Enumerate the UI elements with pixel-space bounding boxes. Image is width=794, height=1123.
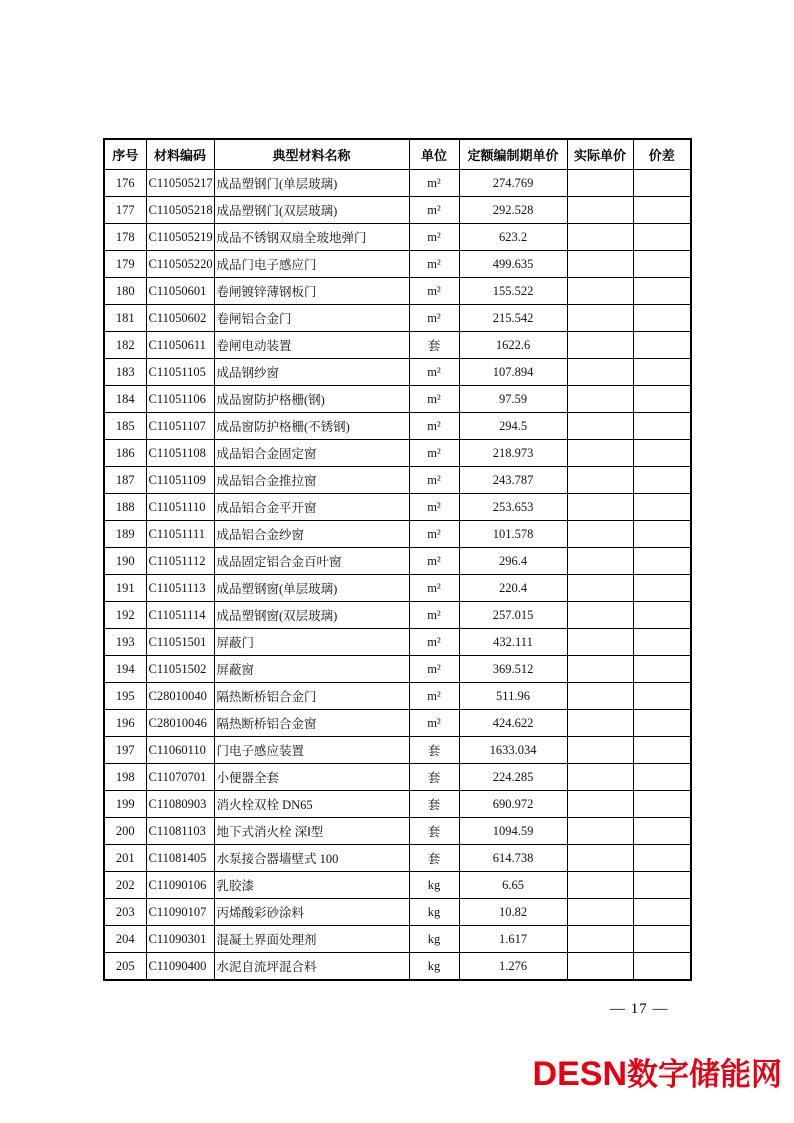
price-diff-cell [633,305,691,332]
price-diff-cell [633,953,691,981]
table-row [104,602,691,629]
unit-cell: kg [409,926,459,953]
price-diff-cell [633,413,691,440]
material-code-cell: C28010040 [146,683,214,710]
material-name-cell: 屏蔽窗 [214,656,409,683]
unit-cell: m² [409,602,459,629]
quota-price-cell: 294.5 [459,413,567,440]
column-header-quota-price: 定额编制期单价 [459,139,567,170]
quota-price-cell: 107.894 [459,359,567,386]
material-name-cell: 成品铝合金纱窗 [214,521,409,548]
material-name-cell: 成品窗防护格栅(不锈钢) [214,413,409,440]
table-row [104,494,691,521]
material-name-cell: 门电子感应装置 [214,737,409,764]
unit-cell: m² [409,629,459,656]
material-code-cell: C110505219 [146,224,214,251]
table-row [104,467,691,494]
unit-cell: m² [409,710,459,737]
actual-price-cell [567,494,633,521]
watermark-desn-text: DESN [532,1055,627,1093]
table-row [104,440,691,467]
actual-price-cell [567,548,633,575]
unit-cell: kg [409,953,459,981]
price-diff-cell [633,737,691,764]
price-diff-cell [633,359,691,386]
unit-cell: 套 [409,764,459,791]
unit-cell: m² [409,305,459,332]
table-row [104,764,691,791]
row-number-cell: 179 [104,251,146,278]
unit-cell: m² [409,683,459,710]
material-code-cell: C11051502 [146,656,214,683]
price-diff-cell [633,332,691,359]
quota-price-cell: 424.622 [459,710,567,737]
price-diff-cell [633,251,691,278]
material-code-cell: C110505220 [146,251,214,278]
price-diff-cell [633,764,691,791]
quota-price-cell: 292.528 [459,197,567,224]
material-code-cell: C11060110 [146,737,214,764]
quota-price-cell: 224.285 [459,764,567,791]
actual-price-cell [567,305,633,332]
actual-price-cell [567,899,633,926]
quota-price-cell: 369.512 [459,656,567,683]
material-name-cell: 成品铝合金推拉窗 [214,467,409,494]
material-name-cell: 成品不锈钢双扇全玻地弹门 [214,224,409,251]
table-row [104,791,691,818]
unit-cell: kg [409,872,459,899]
quota-price-cell: 1633.034 [459,737,567,764]
table-row [104,332,691,359]
unit-cell: m² [409,170,459,197]
price-diff-cell [633,170,691,197]
price-diff-cell [633,386,691,413]
material-name-cell: 成品塑钢窗(单层玻璃) [214,575,409,602]
price-diff-cell [633,791,691,818]
material-name-cell: 成品门电子感应门 [214,251,409,278]
unit-cell: m² [409,575,459,602]
material-name-cell: 成品钢纱窗 [214,359,409,386]
material-code-cell: C11051501 [146,629,214,656]
table-row [104,413,691,440]
row-number-cell: 200 [104,818,146,845]
material-code-cell: C11050601 [146,278,214,305]
unit-cell: m² [409,359,459,386]
column-header-unit: 单位 [409,139,459,170]
price-diff-cell [633,872,691,899]
material-code-cell: C11081405 [146,845,214,872]
quota-price-cell: 1094.59 [459,818,567,845]
quota-price-cell: 253.653 [459,494,567,521]
price-diff-cell [633,629,691,656]
material-table-body [104,170,691,981]
row-number-cell: 197 [104,737,146,764]
quota-price-cell: 499.635 [459,251,567,278]
material-name-cell: 丙烯酸彩砂涂料 [214,899,409,926]
column-header-row-number: 序号 [104,139,146,170]
table-row [104,899,691,926]
actual-price-cell [567,656,633,683]
row-number-cell: 193 [104,629,146,656]
actual-price-cell [567,521,633,548]
column-header-material-code: 材料编码 [146,139,214,170]
row-number-cell: 205 [104,953,146,981]
quota-price-cell: 296.4 [459,548,567,575]
material-code-cell: C11090301 [146,926,214,953]
unit-cell: m² [409,251,459,278]
price-diff-cell [633,845,691,872]
material-name-cell: 水泥自流坪混合料 [214,953,409,981]
material-code-cell: C11050602 [146,305,214,332]
price-diff-cell [633,224,691,251]
row-number-cell: 187 [104,467,146,494]
quota-price-cell: 257.015 [459,602,567,629]
price-diff-cell [633,656,691,683]
unit-cell: 套 [409,791,459,818]
unit-cell: m² [409,224,459,251]
material-code-cell: C11080903 [146,791,214,818]
material-name-cell: 隔热断桥铝合金门 [214,683,409,710]
unit-cell: m² [409,521,459,548]
unit-cell: m² [409,467,459,494]
material-code-cell: C11051108 [146,440,214,467]
actual-price-cell [567,440,633,467]
price-diff-cell [633,602,691,629]
table-row [104,683,691,710]
column-header-material-name: 典型材料名称 [214,139,409,170]
table-row [104,305,691,332]
material-code-cell: C11051107 [146,413,214,440]
unit-cell: m² [409,494,459,521]
table-row [104,575,691,602]
column-header-price-diff: 价差 [633,139,691,170]
price-diff-cell [633,683,691,710]
unit-cell: m² [409,278,459,305]
page-number: — 17 — [610,1001,669,1017]
quota-price-cell: 511.96 [459,683,567,710]
quota-price-cell: 10.82 [459,899,567,926]
unit-cell: m² [409,413,459,440]
unit-cell: 套 [409,332,459,359]
actual-price-cell [567,845,633,872]
quota-price-cell: 6.65 [459,872,567,899]
row-number-cell: 177 [104,197,146,224]
price-diff-cell [633,926,691,953]
quota-price-cell: 220.4 [459,575,567,602]
actual-price-cell [567,818,633,845]
actual-price-cell [567,602,633,629]
material-code-cell: C11051111 [146,521,214,548]
column-header-actual-price: 实际单价 [567,139,633,170]
actual-price-cell [567,764,633,791]
quota-price-cell: 1.617 [459,926,567,953]
actual-price-cell [567,683,633,710]
actual-price-cell [567,170,633,197]
quota-price-cell: 243.787 [459,467,567,494]
quota-price-cell: 690.972 [459,791,567,818]
quota-price-cell: 432.111 [459,629,567,656]
material-name-cell: 成品铝合金固定窗 [214,440,409,467]
row-number-cell: 180 [104,278,146,305]
material-name-cell: 卷闸铝合金门 [214,305,409,332]
quota-price-cell: 215.542 [459,305,567,332]
row-number-cell: 204 [104,926,146,953]
material-name-cell: 成品固定铝合金百叶窗 [214,548,409,575]
table-row [104,710,691,737]
quota-price-cell: 101.578 [459,521,567,548]
quota-price-cell: 155.522 [459,278,567,305]
table-row [104,737,691,764]
material-code-cell: C11070701 [146,764,214,791]
actual-price-cell [567,386,633,413]
price-diff-cell [633,521,691,548]
table-row [104,629,691,656]
material-name-cell: 成品塑钢门(双层玻璃) [214,197,409,224]
material-name-cell: 屏蔽门 [214,629,409,656]
row-number-cell: 201 [104,845,146,872]
material-code-cell: C11090400 [146,953,214,981]
material-name-cell: 隔热断桥铝合金窗 [214,710,409,737]
actual-price-cell [567,710,633,737]
price-diff-cell [633,440,691,467]
price-diff-cell [633,494,691,521]
material-name-cell: 小便器全套 [214,764,409,791]
material-code-cell: C28010046 [146,710,214,737]
actual-price-cell [567,926,633,953]
actual-price-cell [567,467,633,494]
price-diff-cell [633,467,691,494]
material-name-cell: 地下式消火栓 深Ⅰ型 [214,818,409,845]
unit-cell: 套 [409,737,459,764]
row-number-cell: 199 [104,791,146,818]
material-code-cell: C11051112 [146,548,214,575]
material-name-cell: 水泵接合器墙壁式 100 [214,845,409,872]
watermark-chinese-text: 数字储能网 [627,1057,782,1092]
material-code-cell: C11051113 [146,575,214,602]
row-number-cell: 191 [104,575,146,602]
quota-price-cell: 274.769 [459,170,567,197]
table-row [104,872,691,899]
material-name-cell: 混凝土界面处理剂 [214,926,409,953]
price-diff-cell [633,278,691,305]
actual-price-cell [567,224,633,251]
actual-price-cell [567,737,633,764]
row-number-cell: 185 [104,413,146,440]
table-row [104,386,691,413]
row-number-cell: 184 [104,386,146,413]
material-name-cell: 乳胶漆 [214,872,409,899]
material-code-cell: C110505218 [146,197,214,224]
table-header-row [104,139,691,170]
material-name-cell: 成品窗防护格栅(钢) [214,386,409,413]
site-watermark [533,1057,782,1091]
row-number-cell: 178 [104,224,146,251]
quota-price-cell: 614.738 [459,845,567,872]
material-code-cell: C110505217 [146,170,214,197]
table-row [104,197,691,224]
unit-cell: m² [409,386,459,413]
row-number-cell: 183 [104,359,146,386]
row-number-cell: 181 [104,305,146,332]
table-row [104,953,691,981]
row-number-cell: 188 [104,494,146,521]
table-row [104,251,691,278]
table-row [104,359,691,386]
table-row [104,278,691,305]
material-code-cell: C11090106 [146,872,214,899]
unit-cell: 套 [409,845,459,872]
price-diff-cell [633,899,691,926]
row-number-cell: 176 [104,170,146,197]
table-row [104,845,691,872]
material-code-cell: C11051114 [146,602,214,629]
quota-price-cell: 623.2 [459,224,567,251]
row-number-cell: 192 [104,602,146,629]
table-row [104,926,691,953]
actual-price-cell [567,332,633,359]
material-code-cell: C11051105 [146,359,214,386]
material-code-cell: C11051106 [146,386,214,413]
row-number-cell: 194 [104,656,146,683]
table-row [104,521,691,548]
price-diff-cell [633,710,691,737]
material-name-cell: 成品铝合金平开窗 [214,494,409,521]
material-name-cell: 卷闸镀锌薄钢板门 [214,278,409,305]
row-number-cell: 203 [104,899,146,926]
actual-price-cell [567,791,633,818]
unit-cell: kg [409,899,459,926]
price-diff-cell [633,197,691,224]
unit-cell: m² [409,197,459,224]
actual-price-cell [567,629,633,656]
row-number-cell: 190 [104,548,146,575]
row-number-cell: 196 [104,710,146,737]
material-price-table [103,138,692,981]
actual-price-cell [567,251,633,278]
table-row [104,656,691,683]
table-row [104,170,691,197]
actual-price-cell [567,359,633,386]
material-name-cell: 成品塑钢窗(双层玻璃) [214,602,409,629]
table-row [104,548,691,575]
material-name-cell: 卷闸电动装置 [214,332,409,359]
row-number-cell: 189 [104,521,146,548]
actual-price-cell [567,953,633,981]
quota-price-cell: 1622.6 [459,332,567,359]
price-diff-cell [633,818,691,845]
row-number-cell: 182 [104,332,146,359]
unit-cell: 套 [409,818,459,845]
quota-price-cell: 97.59 [459,386,567,413]
actual-price-cell [567,575,633,602]
unit-cell: m² [409,440,459,467]
unit-cell: m² [409,656,459,683]
material-code-cell: C11050611 [146,332,214,359]
price-diff-cell [633,575,691,602]
material-name-cell: 消火栓双栓 DN65 [214,791,409,818]
row-number-cell: 198 [104,764,146,791]
table-row [104,224,691,251]
row-number-cell: 202 [104,872,146,899]
row-number-cell: 186 [104,440,146,467]
unit-cell: m² [409,548,459,575]
material-code-cell: C11051110 [146,494,214,521]
material-name-cell: 成品塑钢门(单层玻璃) [214,170,409,197]
actual-price-cell [567,413,633,440]
material-code-cell: C11090107 [146,899,214,926]
row-number-cell: 195 [104,683,146,710]
quota-price-cell: 218.973 [459,440,567,467]
actual-price-cell [567,197,633,224]
table-row [104,818,691,845]
actual-price-cell [567,278,633,305]
material-code-cell: C11081103 [146,818,214,845]
actual-price-cell [567,872,633,899]
quota-price-cell: 1.276 [459,953,567,981]
material-code-cell: C11051109 [146,467,214,494]
price-diff-cell [633,548,691,575]
